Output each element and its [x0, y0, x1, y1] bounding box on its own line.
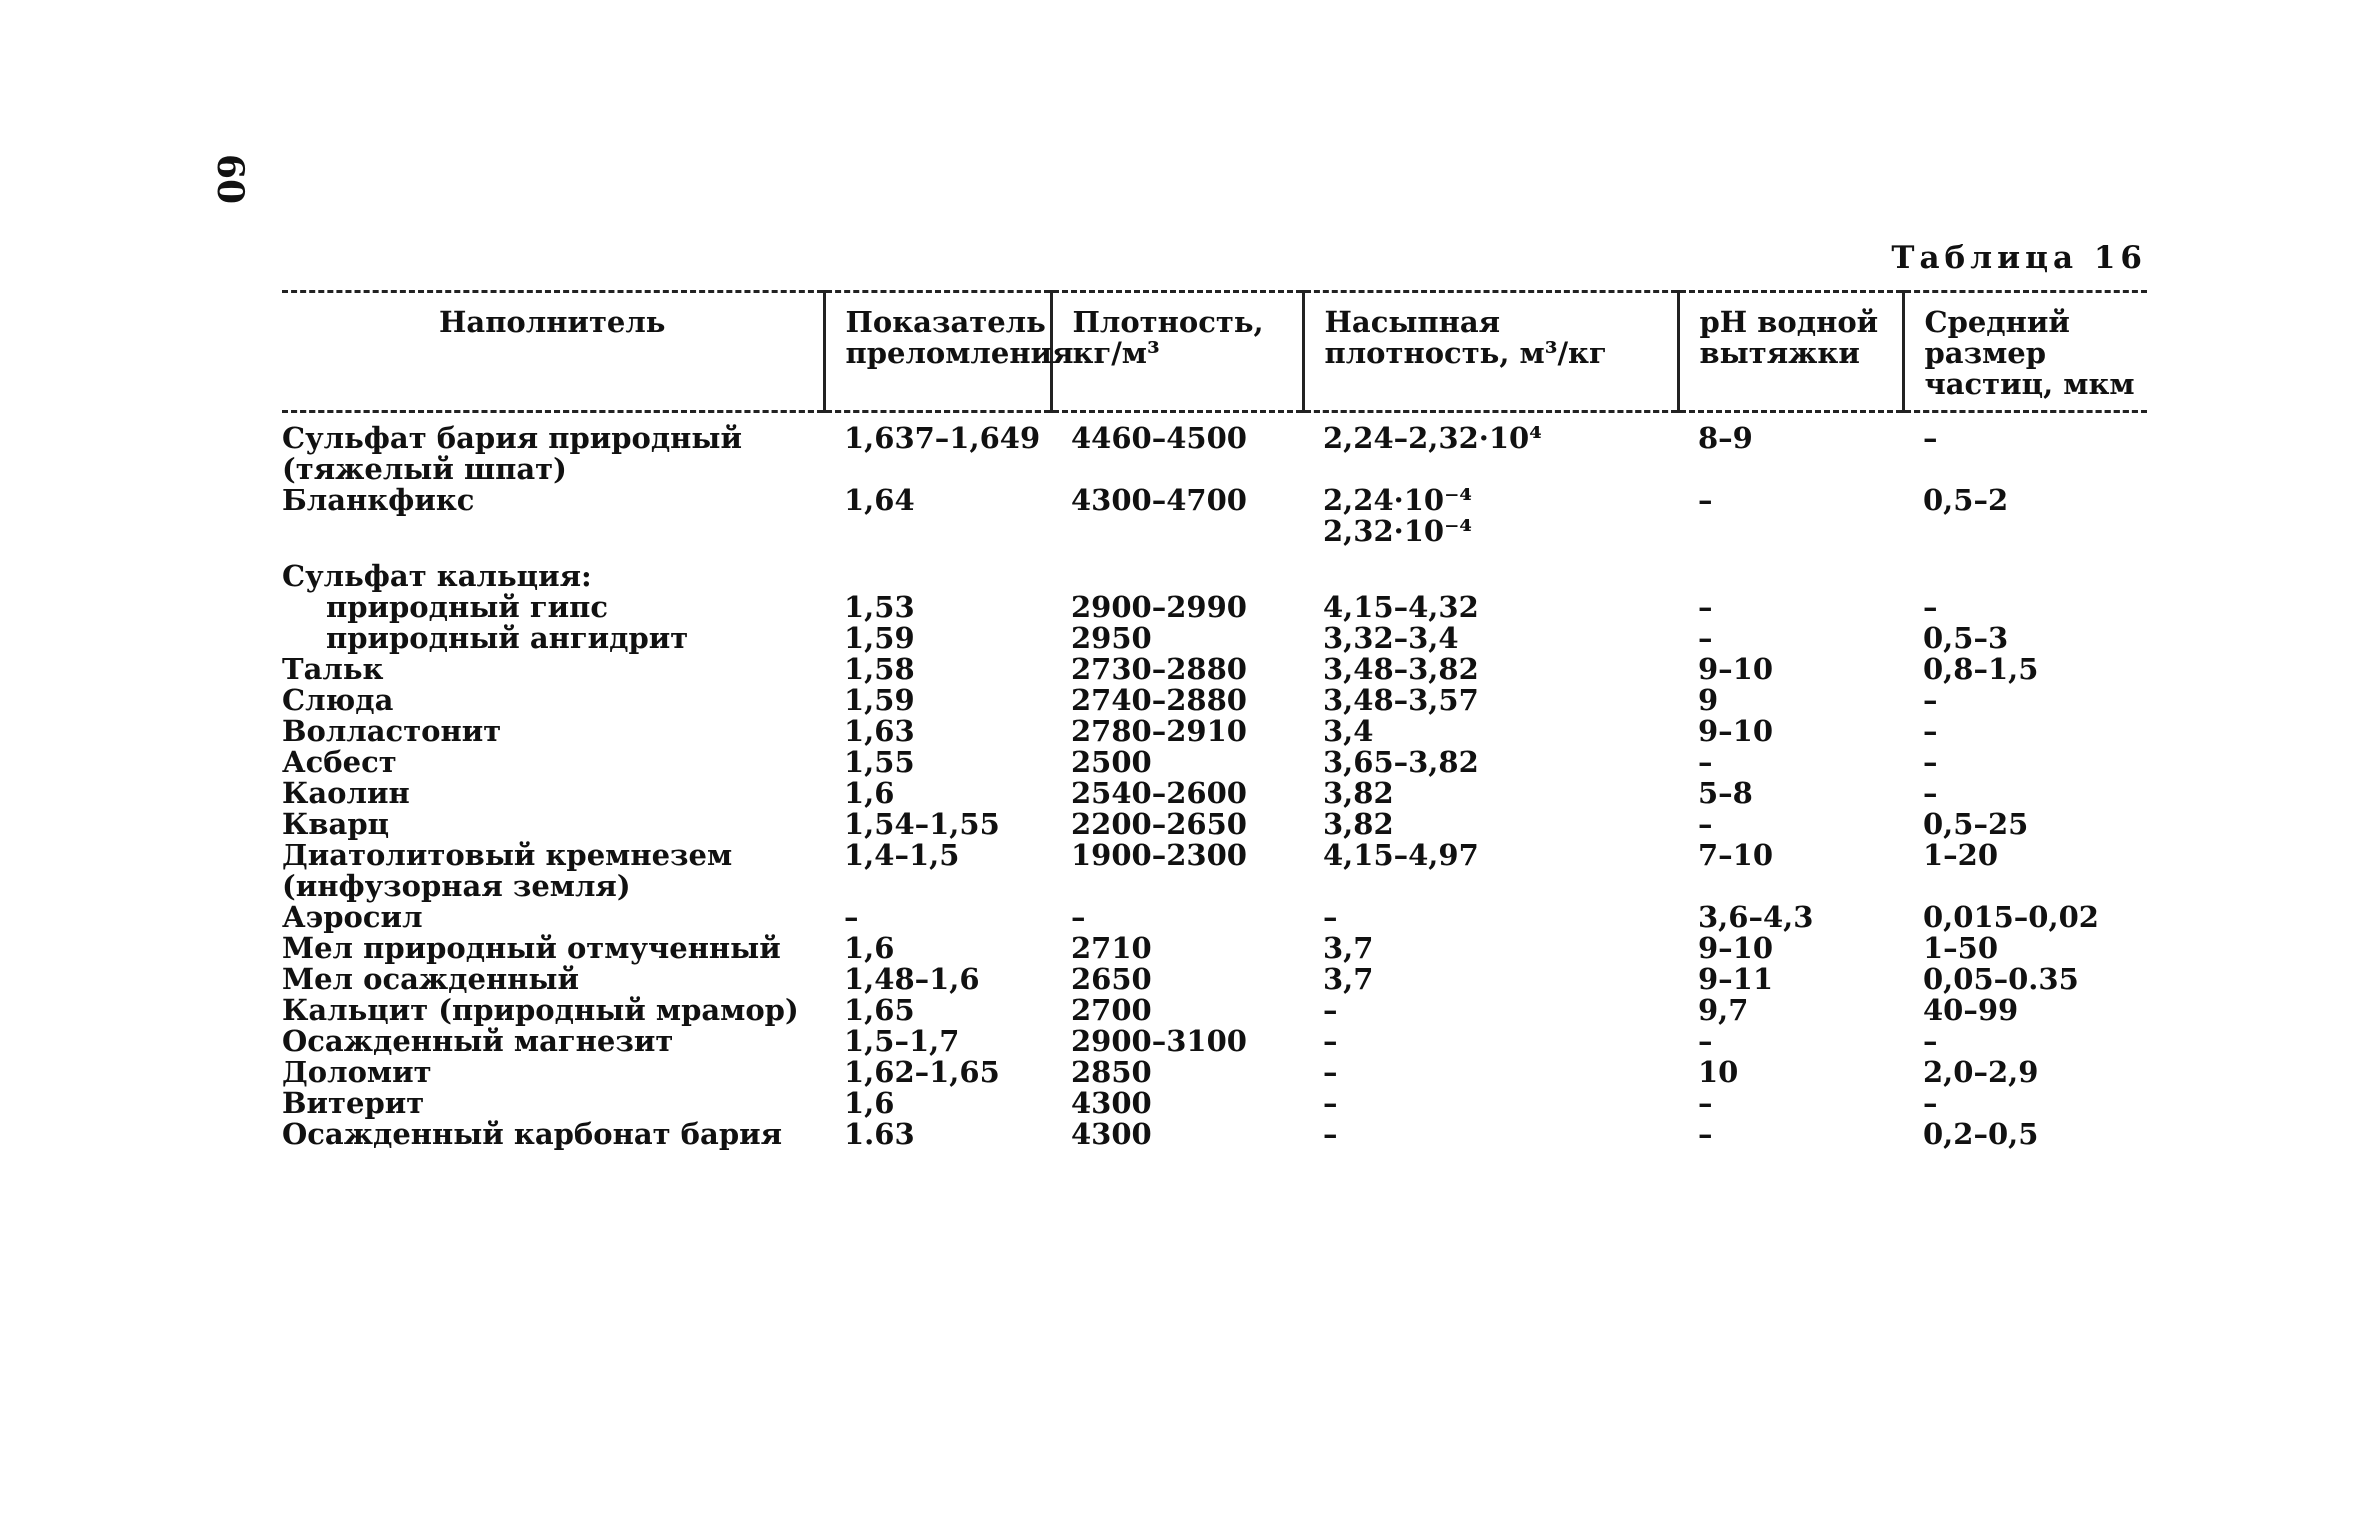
table-row: [282, 809, 2147, 840]
cell-ph-value: [1678, 995, 1903, 1026]
cell-refractive-index: [824, 412, 1051, 486]
table-body: [282, 412, 2147, 1151]
cell-ph-value: [1678, 485, 1903, 547]
table-row: [282, 1088, 2147, 1119]
cell-text: –: [1323, 993, 1338, 1027]
cell-text: 3,32–3,4: [1323, 621, 1459, 655]
cell-text: 1,5–1,7: [844, 1024, 960, 1058]
cell-refractive-index: [824, 840, 1051, 902]
cell-density: [1051, 1088, 1303, 1119]
cell-filler-name: [282, 592, 824, 623]
cell-particle-size: [1903, 964, 2147, 995]
table-row: [282, 964, 2147, 995]
cell-particle-size: [1903, 716, 2147, 747]
cell-text: 1,59: [844, 621, 915, 655]
table-row: [282, 485, 2147, 547]
cell-text: –: [1323, 1055, 1338, 1089]
cell-text: –: [1923, 1024, 1938, 1058]
cell-text: 1,6: [844, 776, 895, 810]
cell-density: [1051, 747, 1303, 778]
cell-text: 1,48–1,6: [844, 962, 980, 996]
cell-filler-name: [282, 840, 824, 902]
cell-particle-size: [1903, 747, 2147, 778]
cell-refractive-index: [824, 654, 1051, 685]
cell-filler-name: [282, 747, 824, 778]
cell-text: 2730–2880: [1071, 652, 1247, 686]
cell-text: 3,4: [1323, 714, 1374, 748]
cell-refractive-index: [824, 685, 1051, 716]
table-row: [282, 1119, 2147, 1150]
table-row: [282, 1026, 2147, 1057]
cell-particle-size: [1903, 840, 2147, 902]
cell-filler-name: [282, 964, 824, 995]
cell-particle-size: [1903, 778, 2147, 809]
cell-text: Мел природный отмученный: [282, 931, 781, 965]
cell-text: –: [1698, 1086, 1713, 1120]
cell-filler-name: [282, 716, 824, 747]
header-density: Плотность, кг/м³: [1051, 292, 1303, 412]
cell-ph-value: [1678, 1088, 1903, 1119]
cell-text: 1,65: [844, 993, 915, 1027]
cell-ph-value: [1678, 412, 1903, 486]
cell-bulk-density: [1303, 840, 1678, 902]
cell-ph-value: [1678, 1026, 1903, 1057]
cell-text: Волластонит: [282, 714, 502, 748]
cell-bulk-density: [1303, 933, 1678, 964]
cell-filler-name: [282, 685, 824, 716]
cell-bulk-density: [1303, 809, 1678, 840]
cell-bulk-density: [1303, 716, 1678, 747]
cell-density: [1051, 716, 1303, 747]
cell-ph-value: [1678, 747, 1903, 778]
cell-text: 2900–2990: [1071, 590, 1247, 624]
cell-density: [1051, 654, 1303, 685]
cell-particle-size: [1903, 412, 2147, 486]
cell-density: [1051, 623, 1303, 654]
cell-text: Осажденный магнезит: [282, 1024, 674, 1058]
cell-ph-value: [1678, 685, 1903, 716]
cell-text: 1,4–1,5: [844, 838, 960, 872]
cell-text: 8–9: [1698, 421, 1753, 455]
cell-particle-size: [1903, 995, 2147, 1026]
cell-text: 0,5–3: [1923, 621, 2009, 655]
cell-refractive-index: [824, 547, 1051, 592]
cell-text: –: [1698, 590, 1713, 624]
cell-refractive-index: [824, 902, 1051, 933]
cell-text: 1,6: [844, 1086, 895, 1120]
cell-bulk-density: [1303, 1057, 1678, 1088]
cell-ph-value: [1678, 1057, 1903, 1088]
cell-text: Витерит: [282, 1086, 425, 1120]
cell-text: –: [1923, 745, 1938, 779]
cell-bulk-density: [1303, 547, 1678, 592]
cell-bulk-density: [1303, 592, 1678, 623]
cell-text: 0,5–25: [1923, 807, 2029, 841]
cell-text: 1,62–1,65: [844, 1055, 1000, 1089]
cell-text: 1–50: [1923, 931, 1999, 965]
cell-text: –: [1923, 683, 1938, 717]
cell-text: –: [1698, 807, 1713, 841]
cell-ph-value: [1678, 654, 1903, 685]
cell-text: –: [1071, 900, 1086, 934]
cell-particle-size: [1903, 1057, 2147, 1088]
cell-text: –: [1923, 714, 1938, 748]
cell-bulk-density: [1303, 1026, 1678, 1057]
cell-text: 4,15–4,97: [1323, 838, 1479, 872]
cell-refractive-index: [824, 592, 1051, 623]
cell-particle-size: [1903, 592, 2147, 623]
cell-text: Слюда: [282, 683, 394, 717]
cell-text: 3,82: [1323, 776, 1394, 810]
cell-text: –: [1698, 1024, 1713, 1058]
cell-particle-size: [1903, 1088, 2147, 1119]
cell-filler-name: [282, 778, 824, 809]
cell-ph-value: [1678, 933, 1903, 964]
cell-density: [1051, 685, 1303, 716]
cell-refractive-index: [824, 809, 1051, 840]
cell-text: Тальк: [282, 652, 384, 686]
cell-text: –: [1698, 1117, 1713, 1151]
table-row: [282, 747, 2147, 778]
cell-text: 0,2–0,5: [1923, 1117, 2039, 1151]
table-row: [282, 654, 2147, 685]
cell-text: 1,58: [844, 652, 915, 686]
cell-bulk-density: [1303, 485, 1678, 547]
cell-density: [1051, 412, 1303, 486]
cell-text: 2950: [1071, 621, 1152, 655]
cell-filler-name: [282, 1088, 824, 1119]
cell-text: 10: [1698, 1055, 1739, 1089]
cell-text: –: [1923, 421, 1938, 455]
cell-text: 3,48–3,57: [1323, 683, 1479, 717]
cell-filler-name: [282, 1057, 824, 1088]
cell-filler-name: [282, 1026, 824, 1057]
fillers-table-container: [282, 290, 2147, 1150]
cell-text: 9–10: [1698, 714, 1774, 748]
cell-text: 2540–2600: [1071, 776, 1247, 810]
cell-text: –: [844, 900, 859, 934]
cell-text-second-line: 2,32·10⁻⁴: [1323, 514, 1473, 548]
table-row: [282, 778, 2147, 809]
cell-text: 1,637–1,649: [844, 421, 1041, 455]
cell-text: –: [1923, 1086, 1938, 1120]
cell-text: 1,6: [844, 931, 895, 965]
cell-ph-value: [1678, 1119, 1903, 1150]
cell-text: 40–99: [1923, 993, 2019, 1027]
cell-text: 2710: [1071, 931, 1152, 965]
cell-text: 3,82: [1323, 807, 1394, 841]
cell-text: Доломит: [282, 1055, 432, 1089]
table-row: [282, 995, 2147, 1026]
cell-density: [1051, 1057, 1303, 1088]
cell-text: 2900–3100: [1071, 1024, 1247, 1058]
cell-filler-name: [282, 933, 824, 964]
header-bulk-density: Насыпная плотность, м³/кг: [1303, 292, 1678, 412]
cell-particle-size: [1903, 623, 2147, 654]
cell-filler-name: [282, 412, 824, 486]
cell-density: [1051, 1119, 1303, 1150]
cell-text: 4300–4700: [1071, 483, 1247, 517]
cell-text: 9–10: [1698, 931, 1774, 965]
cell-text: природный ангидрит: [326, 621, 689, 655]
header-ph: pH водной вытяжки: [1678, 292, 1903, 412]
cell-text: 2,24·10⁻⁴: [1323, 483, 1473, 517]
cell-text: 4460–4500: [1071, 421, 1247, 455]
cell-text: природный гипс: [326, 590, 609, 624]
cell-text: 4300: [1071, 1117, 1152, 1151]
cell-text: Осажденный карбонат бария: [282, 1117, 783, 1151]
cell-text: 9: [1698, 683, 1719, 717]
cell-text: –: [1698, 483, 1713, 517]
cell-density: [1051, 933, 1303, 964]
cell-density: [1051, 592, 1303, 623]
cell-particle-size: [1903, 809, 2147, 840]
cell-particle-size: [1903, 654, 2147, 685]
cell-bulk-density: [1303, 902, 1678, 933]
cell-particle-size: [1903, 485, 2147, 547]
cell-filler-name: [282, 485, 824, 547]
cell-text: 1,59: [844, 683, 915, 717]
cell-density: [1051, 778, 1303, 809]
cell-ph-value: [1678, 592, 1903, 623]
cell-text: Сульфат бария природный (тяжелый шпат): [282, 421, 742, 486]
cell-text: Сульфат кальция:: [282, 559, 592, 593]
fillers-table: [282, 290, 2147, 1150]
cell-text: Каолин: [282, 776, 410, 810]
cell-text: 1,64: [844, 483, 915, 517]
cell-refractive-index: [824, 778, 1051, 809]
cell-text: –: [1323, 1024, 1338, 1058]
cell-text: 0,05–0.35: [1923, 962, 2079, 996]
cell-ph-value: [1678, 547, 1903, 592]
cell-bulk-density: [1303, 412, 1678, 486]
cell-ph-value: [1678, 964, 1903, 995]
cell-density: [1051, 964, 1303, 995]
cell-text: 3,48–3,82: [1323, 652, 1479, 686]
cell-ph-value: [1678, 809, 1903, 840]
cell-text: –: [1323, 900, 1338, 934]
cell-filler-name: [282, 809, 824, 840]
table-header-row: [282, 292, 2147, 412]
cell-text: 4300: [1071, 1086, 1152, 1120]
cell-ph-value: [1678, 902, 1903, 933]
cell-bulk-density: [1303, 1088, 1678, 1119]
cell-density: [1051, 902, 1303, 933]
cell-density: [1051, 840, 1303, 902]
cell-text: 1.63: [844, 1117, 915, 1151]
cell-bulk-density: [1303, 654, 1678, 685]
cell-bulk-density: [1303, 747, 1678, 778]
cell-filler-name: [282, 1119, 824, 1150]
cell-particle-size: [1903, 902, 2147, 933]
cell-text: Кварц: [282, 807, 390, 841]
cell-ph-value: [1678, 840, 1903, 902]
cell-filler-name: [282, 623, 824, 654]
cell-text: –: [1323, 1117, 1338, 1151]
cell-ph-value: [1678, 778, 1903, 809]
cell-text: 2650: [1071, 962, 1152, 996]
cell-density: [1051, 1026, 1303, 1057]
table-row: [282, 547, 2147, 592]
cell-text: Диатолитовый кремнезем (инфузорная земля): [282, 838, 733, 903]
table-row: [282, 685, 2147, 716]
cell-refractive-index: [824, 747, 1051, 778]
cell-text: 9–11: [1698, 962, 1774, 996]
cell-filler-name: [282, 902, 824, 933]
cell-particle-size: [1903, 1119, 2147, 1150]
cell-text: 7–10: [1698, 838, 1774, 872]
cell-text: 0,015–0,02: [1923, 900, 2099, 934]
cell-density: [1051, 995, 1303, 1026]
cell-particle-size: [1903, 685, 2147, 716]
table-row: [282, 1057, 2147, 1088]
cell-text: 9–10: [1698, 652, 1774, 686]
cell-text: –: [1923, 776, 1938, 810]
cell-bulk-density: [1303, 964, 1678, 995]
cell-text: 0,8–1,5: [1923, 652, 2039, 686]
cell-text: 4,15–4,32: [1323, 590, 1479, 624]
table-row: [282, 716, 2147, 747]
cell-particle-size: [1903, 547, 2147, 592]
cell-text: 5–8: [1698, 776, 1753, 810]
table-row: [282, 412, 2147, 486]
cell-text: 2780–2910: [1071, 714, 1247, 748]
page-number: 60: [209, 153, 252, 205]
cell-text: 2850: [1071, 1055, 1152, 1089]
cell-text: 1–20: [1923, 838, 1999, 872]
cell-text: 2500: [1071, 745, 1152, 779]
cell-text: Аэросил: [282, 900, 423, 934]
cell-filler-name: [282, 995, 824, 1026]
cell-text: 0,5–2: [1923, 483, 2009, 517]
table-row: [282, 623, 2147, 654]
cell-text: 2,24–2,32·10⁴: [1323, 421, 1542, 455]
cell-text: 2700: [1071, 993, 1152, 1027]
header-particle-size: Средний размер частиц, мкм: [1903, 292, 2147, 412]
header-refractive-index: Показатель преломления: [824, 292, 1051, 412]
cell-density: [1051, 809, 1303, 840]
cell-bulk-density: [1303, 995, 1678, 1026]
table-row: [282, 933, 2147, 964]
cell-text: 3,7: [1323, 962, 1374, 996]
table-row: [282, 592, 2147, 623]
cell-particle-size: [1903, 933, 2147, 964]
cell-text: 3,65–3,82: [1323, 745, 1479, 779]
cell-text: 1,55: [844, 745, 915, 779]
cell-refractive-index: [824, 1119, 1051, 1150]
cell-text: –: [1698, 745, 1713, 779]
table-row: [282, 840, 2147, 902]
cell-bulk-density: [1303, 623, 1678, 654]
cell-text: Бланкфикс: [282, 483, 475, 517]
cell-bulk-density: [1303, 778, 1678, 809]
cell-text: –: [1323, 1086, 1338, 1120]
cell-text: 1900–2300: [1071, 838, 1247, 872]
cell-refractive-index: [824, 964, 1051, 995]
cell-text: –: [1923, 590, 1938, 624]
cell-ph-value: [1678, 716, 1903, 747]
cell-text: Асбест: [282, 745, 397, 779]
cell-text: 1,53: [844, 590, 915, 624]
cell-density: [1051, 485, 1303, 547]
cell-refractive-index: [824, 623, 1051, 654]
cell-text: 2740–2880: [1071, 683, 1247, 717]
cell-text: 3,7: [1323, 931, 1374, 965]
cell-text: Кальцит (природный мрамор): [282, 993, 799, 1027]
cell-bulk-density: [1303, 685, 1678, 716]
cell-text: 9,7: [1698, 993, 1749, 1027]
cell-density: [1051, 547, 1303, 592]
table-caption: Таблица 16: [1891, 240, 2147, 276]
cell-text: 2,0–2,9: [1923, 1055, 2039, 1089]
cell-refractive-index: [824, 1088, 1051, 1119]
cell-refractive-index: [824, 1057, 1051, 1088]
cell-text: 2200–2650: [1071, 807, 1247, 841]
cell-refractive-index: [824, 716, 1051, 747]
header-filler: Наполнитель: [282, 292, 824, 412]
cell-text: Мел осажденный: [282, 962, 579, 996]
cell-text: 1,63: [844, 714, 915, 748]
cell-filler-name: [282, 654, 824, 685]
cell-text: –: [1698, 621, 1713, 655]
cell-refractive-index: [824, 485, 1051, 547]
cell-refractive-index: [824, 995, 1051, 1026]
cell-particle-size: [1903, 1026, 2147, 1057]
cell-ph-value: [1678, 623, 1903, 654]
cell-refractive-index: [824, 1026, 1051, 1057]
cell-bulk-density: [1303, 1119, 1678, 1150]
cell-refractive-index: [824, 933, 1051, 964]
table-row: [282, 902, 2147, 933]
cell-text: 1,54–1,55: [844, 807, 1000, 841]
cell-text: 3,6–4,3: [1698, 900, 1814, 934]
cell-filler-name: [282, 547, 824, 592]
